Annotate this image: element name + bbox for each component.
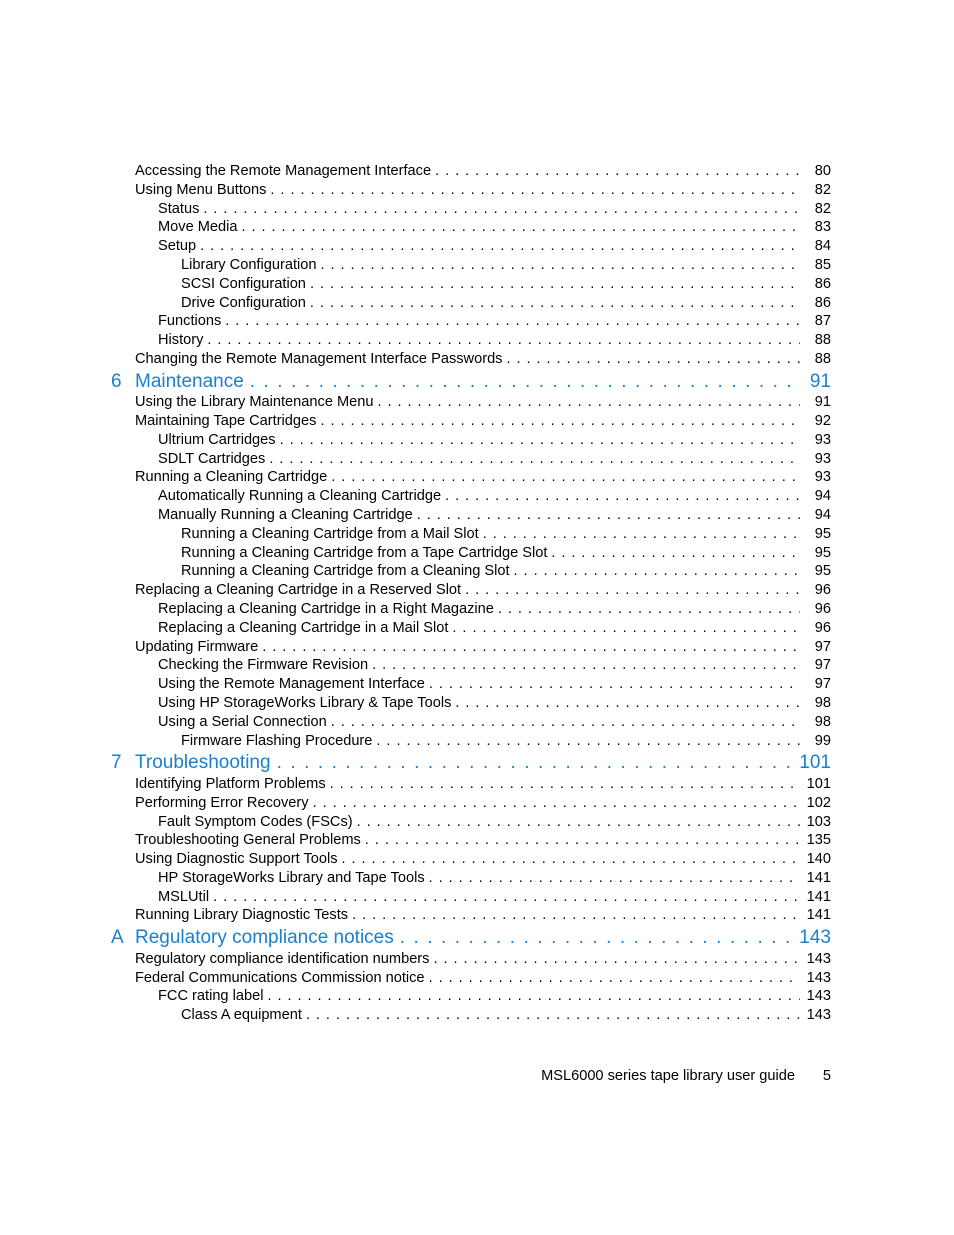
toc-entry-body bbox=[158, 506, 800, 525]
toc-entry[interactable] bbox=[0, 237, 954, 256]
toc-entry-label: Accessing the Remote Management Interface bbox=[135, 162, 435, 181]
toc-entry-label: Ultrium Cartridges bbox=[158, 431, 280, 450]
toc-page-number: 135 bbox=[806, 832, 831, 849]
toc-entry[interactable] bbox=[0, 619, 954, 638]
toc-entry-body bbox=[158, 694, 800, 713]
toc-entry-label: Changing the Remote Management Interface Passwords bbox=[135, 350, 506, 369]
toc-page-number: 101 bbox=[806, 775, 831, 792]
dot-leader bbox=[277, 752, 791, 774]
dot-leader bbox=[429, 869, 800, 888]
toc-page-number: 84 bbox=[814, 238, 831, 255]
toc-entry-body bbox=[135, 752, 791, 774]
toc-entry-body bbox=[158, 813, 800, 832]
toc-page-number: 93 bbox=[814, 431, 831, 448]
dot-leader bbox=[320, 412, 800, 431]
toc-entry-body bbox=[181, 1006, 800, 1025]
toc-entry-body bbox=[135, 581, 800, 600]
toc-entry[interactable] bbox=[0, 544, 954, 563]
dot-leader bbox=[465, 581, 800, 600]
toc-entry-label: Using the Remote Management Interface bbox=[158, 675, 429, 694]
toc-entry-body bbox=[135, 906, 800, 925]
toc-page-number: 97 bbox=[814, 676, 831, 693]
toc-entry-label: FCC rating label bbox=[158, 987, 267, 1006]
toc-entry[interactable] bbox=[0, 906, 954, 925]
toc-page-number: 88 bbox=[814, 350, 831, 367]
dot-leader bbox=[376, 732, 800, 751]
toc-page-number: 82 bbox=[814, 181, 831, 198]
toc-page-number: 92 bbox=[814, 413, 831, 430]
toc-entry-body bbox=[158, 218, 800, 237]
toc-entry-label: Class A equipment bbox=[181, 1006, 306, 1025]
toc-entry-label: Checking the Firmware Revision bbox=[158, 656, 372, 675]
toc-page-number: 85 bbox=[814, 256, 831, 273]
toc-entry[interactable] bbox=[0, 506, 954, 525]
toc-page-number: 97 bbox=[814, 638, 831, 655]
dot-leader bbox=[331, 713, 800, 732]
toc-entry-label: Fault Symptom Codes (FSCs) bbox=[158, 813, 357, 832]
toc-entry-body bbox=[135, 950, 800, 969]
toc-chapter-heading[interactable] bbox=[0, 752, 954, 774]
toc-entry-label: Running Library Diagnostic Tests bbox=[135, 906, 352, 925]
toc-entry-label: Status bbox=[158, 200, 203, 219]
toc-entry-label: Running a Cleaning Cartridge from a Tape Cartridge Slot bbox=[181, 544, 551, 563]
toc-entry-label: Running a Cleaning Cartridge from a Cleaning Slot bbox=[181, 562, 514, 581]
toc-entry-body bbox=[135, 350, 800, 369]
toc-entry[interactable] bbox=[0, 850, 954, 869]
dot-leader bbox=[213, 888, 800, 907]
dot-leader bbox=[429, 675, 800, 694]
toc-entry-label: Updating Firmware bbox=[135, 638, 262, 657]
toc-page-number: 98 bbox=[814, 695, 831, 712]
toc-entry-label: Manually Running a Cleaning Cartridge bbox=[158, 506, 417, 525]
footer-page-number: 5 bbox=[822, 1068, 831, 1084]
toc-entry-body bbox=[158, 675, 800, 694]
toc-entry[interactable] bbox=[0, 450, 954, 469]
toc-entry[interactable] bbox=[0, 638, 954, 657]
dot-leader bbox=[207, 331, 800, 350]
table-of-contents bbox=[0, 162, 954, 1025]
toc-chapter-number: 7 bbox=[111, 752, 122, 774]
toc-entry[interactable] bbox=[0, 162, 954, 181]
toc-entry[interactable] bbox=[0, 831, 954, 850]
toc-entry[interactable] bbox=[0, 600, 954, 619]
toc-entry-body bbox=[158, 869, 800, 888]
toc-entry-body bbox=[135, 162, 800, 181]
toc-entry-body bbox=[158, 987, 800, 1006]
toc-entry-body bbox=[135, 468, 800, 487]
toc-entry[interactable] bbox=[0, 713, 954, 732]
toc-entry-label: Setup bbox=[158, 237, 200, 256]
toc-chapter-heading[interactable] bbox=[0, 927, 954, 949]
toc-entry-label: Firmware Flashing Procedure bbox=[181, 732, 376, 751]
dot-leader bbox=[455, 694, 800, 713]
toc-entry-body bbox=[158, 619, 800, 638]
toc-page-number: 86 bbox=[814, 294, 831, 311]
dot-leader bbox=[445, 487, 800, 506]
toc-entry-label: Functions bbox=[158, 312, 225, 331]
toc-entry-body bbox=[158, 312, 800, 331]
toc-page-number: 95 bbox=[814, 544, 831, 561]
toc-page-number: 140 bbox=[806, 851, 831, 868]
toc-page-number: 96 bbox=[814, 601, 831, 618]
toc-page-number: 88 bbox=[814, 332, 831, 349]
toc-entry[interactable] bbox=[0, 294, 954, 313]
toc-entry-body bbox=[181, 544, 800, 563]
toc-entry[interactable] bbox=[0, 412, 954, 431]
toc-entry-body bbox=[135, 181, 800, 200]
dot-leader bbox=[342, 850, 800, 869]
toc-page-number: 141 bbox=[806, 888, 831, 905]
toc-entry-label: Running a Cleaning Cartridge bbox=[135, 468, 331, 487]
toc-entry-label: Identifying Platform Problems bbox=[135, 775, 330, 794]
toc-entry-label: Replacing a Cleaning Cartridge in a Mail Slot bbox=[158, 619, 452, 638]
toc-page-number: 93 bbox=[814, 469, 831, 486]
toc-page-number: 96 bbox=[814, 619, 831, 636]
toc-entry[interactable] bbox=[0, 888, 954, 907]
toc-entry-label: Running a Cleaning Cartridge from a Mail Slot bbox=[181, 525, 483, 544]
toc-entry[interactable] bbox=[0, 331, 954, 350]
toc-page-number: 98 bbox=[814, 713, 831, 730]
dot-leader bbox=[269, 450, 800, 469]
toc-page-number: 80 bbox=[814, 163, 831, 179]
toc-entry-label: Move Media bbox=[158, 218, 242, 237]
toc-page-number: 91 bbox=[814, 394, 831, 411]
toc-entry-body bbox=[135, 638, 800, 657]
toc-entry-body bbox=[135, 850, 800, 869]
toc-entry[interactable] bbox=[0, 794, 954, 813]
toc-entry-label: Drive Configuration bbox=[181, 294, 310, 313]
toc-page-number: 96 bbox=[814, 582, 831, 599]
toc-entry-label: Maintaining Tape Cartridges bbox=[135, 412, 320, 431]
toc-entry-body bbox=[135, 927, 791, 949]
toc-entry-label: Regulatory compliance identification numbers bbox=[135, 950, 433, 969]
dot-leader bbox=[330, 775, 800, 794]
toc-entry-label: Using Menu Buttons bbox=[135, 181, 270, 200]
toc-entry-label: Troubleshooting bbox=[135, 752, 271, 774]
toc-page-number: 143 bbox=[806, 969, 831, 986]
toc-entry[interactable] bbox=[0, 775, 954, 794]
toc-entry[interactable] bbox=[0, 525, 954, 544]
toc-entry-body bbox=[135, 969, 800, 988]
toc-page-number: 97 bbox=[814, 657, 831, 674]
dot-leader bbox=[262, 638, 800, 657]
toc-entry[interactable] bbox=[0, 350, 954, 369]
toc-entry-label: Maintenance bbox=[135, 370, 244, 392]
dot-leader bbox=[365, 831, 800, 850]
toc-entry[interactable] bbox=[0, 431, 954, 450]
dot-leader bbox=[310, 275, 800, 294]
dot-leader bbox=[250, 371, 791, 393]
dot-leader bbox=[433, 950, 800, 969]
toc-entry-label: Automatically Running a Cleaning Cartridge bbox=[158, 487, 445, 506]
toc-page-number: 141 bbox=[806, 907, 831, 924]
toc-page-number: 95 bbox=[814, 525, 831, 542]
toc-entry-body bbox=[158, 600, 800, 619]
toc-entry-label: Federal Communications Commission notice bbox=[135, 969, 429, 988]
toc-entry-body bbox=[158, 331, 800, 350]
toc-entry-label: HP StorageWorks Library and Tape Tools bbox=[158, 869, 429, 888]
toc-entry-body bbox=[181, 562, 800, 581]
toc-entry-body bbox=[158, 656, 800, 675]
toc-entry[interactable] bbox=[0, 312, 954, 331]
toc-entry-label: Using a Serial Connection bbox=[158, 713, 331, 732]
toc-entry[interactable] bbox=[0, 969, 954, 988]
toc-entry-label: Troubleshooting General Problems bbox=[135, 831, 365, 850]
dot-leader bbox=[400, 927, 791, 949]
toc-entry-body bbox=[135, 393, 800, 412]
dot-leader bbox=[310, 294, 800, 313]
dot-leader bbox=[514, 562, 800, 581]
toc-entry-label: MSLUtil bbox=[158, 888, 213, 907]
toc-entry[interactable] bbox=[0, 1006, 954, 1025]
toc-entry-body bbox=[135, 794, 800, 813]
toc-entry-body bbox=[181, 275, 800, 294]
toc-entry-body bbox=[158, 888, 800, 907]
toc-entry-label: Replacing a Cleaning Cartridge in a Reserved Slot bbox=[135, 581, 465, 600]
dot-leader bbox=[506, 350, 800, 369]
dot-leader bbox=[203, 200, 800, 219]
toc-page-number: 91 bbox=[809, 370, 831, 392]
toc-entry-body bbox=[135, 775, 800, 794]
dot-leader bbox=[242, 218, 801, 237]
toc-chapter-heading[interactable] bbox=[0, 371, 954, 393]
toc-entry-body bbox=[158, 431, 800, 450]
toc-entry-body bbox=[135, 371, 791, 393]
dot-leader bbox=[280, 431, 800, 450]
toc-entry[interactable] bbox=[0, 869, 954, 888]
toc-entry-label: Library Configuration bbox=[181, 256, 320, 275]
toc-entry-body bbox=[181, 256, 800, 275]
toc-entry-body bbox=[181, 732, 800, 751]
toc-entry-label: History bbox=[158, 331, 207, 350]
toc-entry[interactable] bbox=[0, 950, 954, 969]
toc-page-number: 94 bbox=[814, 507, 831, 524]
dot-leader bbox=[331, 468, 800, 487]
dot-leader bbox=[483, 525, 800, 544]
toc-entry-body bbox=[181, 525, 800, 544]
dot-leader bbox=[435, 162, 800, 181]
toc-page-number: 83 bbox=[814, 219, 831, 236]
toc-entry-label: SDLT Cartridges bbox=[158, 450, 269, 469]
footer-document-title: MSL6000 series tape library user guide bbox=[541, 1068, 795, 1084]
dot-leader bbox=[498, 600, 800, 619]
toc-page-number: 93 bbox=[814, 450, 831, 467]
toc-entry-label: Using the Library Maintenance Menu bbox=[135, 393, 378, 412]
toc-entry-label: Regulatory compliance notices bbox=[135, 927, 394, 949]
toc-entry[interactable] bbox=[0, 256, 954, 275]
toc-entry-body bbox=[158, 450, 800, 469]
toc-entry[interactable] bbox=[0, 656, 954, 675]
toc-entry[interactable] bbox=[0, 694, 954, 713]
toc-page-number: 143 bbox=[806, 1007, 831, 1024]
toc-entry[interactable] bbox=[0, 675, 954, 694]
toc-page-number: 143 bbox=[806, 988, 831, 1005]
toc-entry[interactable] bbox=[0, 218, 954, 237]
toc-page-number: 143 bbox=[806, 950, 831, 967]
dot-leader bbox=[357, 813, 800, 832]
toc-page-number: 86 bbox=[814, 275, 831, 292]
toc-entry[interactable] bbox=[0, 732, 954, 751]
toc-page-number: 101 bbox=[799, 752, 831, 774]
toc-chapter-number: A bbox=[111, 927, 124, 949]
toc-entry[interactable] bbox=[0, 813, 954, 832]
toc-entry[interactable] bbox=[0, 487, 954, 506]
toc-page-number: 94 bbox=[814, 488, 831, 505]
toc-entry[interactable] bbox=[0, 181, 954, 200]
toc-entry[interactable] bbox=[0, 275, 954, 294]
toc-entry-label: Using Diagnostic Support Tools bbox=[135, 850, 342, 869]
dot-leader bbox=[200, 237, 800, 256]
toc-page-number: 143 bbox=[799, 927, 831, 949]
toc-entry-body bbox=[158, 200, 800, 219]
dot-leader bbox=[225, 312, 800, 331]
toc-entry-label: Performing Error Recovery bbox=[135, 794, 313, 813]
dot-leader bbox=[306, 1006, 800, 1025]
dot-leader bbox=[313, 794, 800, 813]
dot-leader bbox=[452, 619, 800, 638]
toc-entry-body bbox=[181, 294, 800, 313]
toc-page-number: 102 bbox=[806, 794, 831, 811]
dot-leader bbox=[270, 181, 800, 200]
toc-entry-body bbox=[158, 487, 800, 506]
toc-chapter-number: 6 bbox=[111, 370, 122, 392]
toc-entry[interactable] bbox=[0, 581, 954, 600]
toc-entry-label: SCSI Configuration bbox=[181, 275, 310, 294]
toc-page-number: 103 bbox=[806, 813, 831, 830]
toc-page-number: 141 bbox=[806, 869, 831, 886]
dot-leader bbox=[417, 506, 800, 525]
toc-page-number: 99 bbox=[814, 732, 831, 749]
toc-entry-body bbox=[158, 713, 800, 732]
dot-leader bbox=[267, 987, 800, 1006]
toc-entry[interactable] bbox=[0, 393, 954, 412]
dot-leader bbox=[372, 656, 800, 675]
toc-entry[interactable] bbox=[0, 200, 954, 219]
toc-page-number: 95 bbox=[814, 563, 831, 580]
toc-page-number: 82 bbox=[814, 200, 831, 217]
toc-entry[interactable] bbox=[0, 562, 954, 581]
toc-entry-label: Replacing a Cleaning Cartridge in a Right Magazine bbox=[158, 600, 498, 619]
toc-entry-label: Using HP StorageWorks Library & Tape Tools bbox=[158, 694, 455, 713]
dot-leader bbox=[551, 544, 800, 563]
dot-leader bbox=[378, 393, 801, 412]
toc-entry-body bbox=[158, 237, 800, 256]
toc-page-number: 87 bbox=[814, 313, 831, 330]
toc-entry-body bbox=[135, 831, 800, 850]
dot-leader bbox=[352, 906, 800, 925]
toc-entry[interactable] bbox=[0, 987, 954, 1006]
dot-leader bbox=[320, 256, 800, 275]
dot-leader bbox=[429, 969, 800, 988]
toc-entry[interactable] bbox=[0, 468, 954, 487]
toc-entry-body bbox=[135, 412, 800, 431]
page-footer bbox=[0, 1066, 954, 1086]
